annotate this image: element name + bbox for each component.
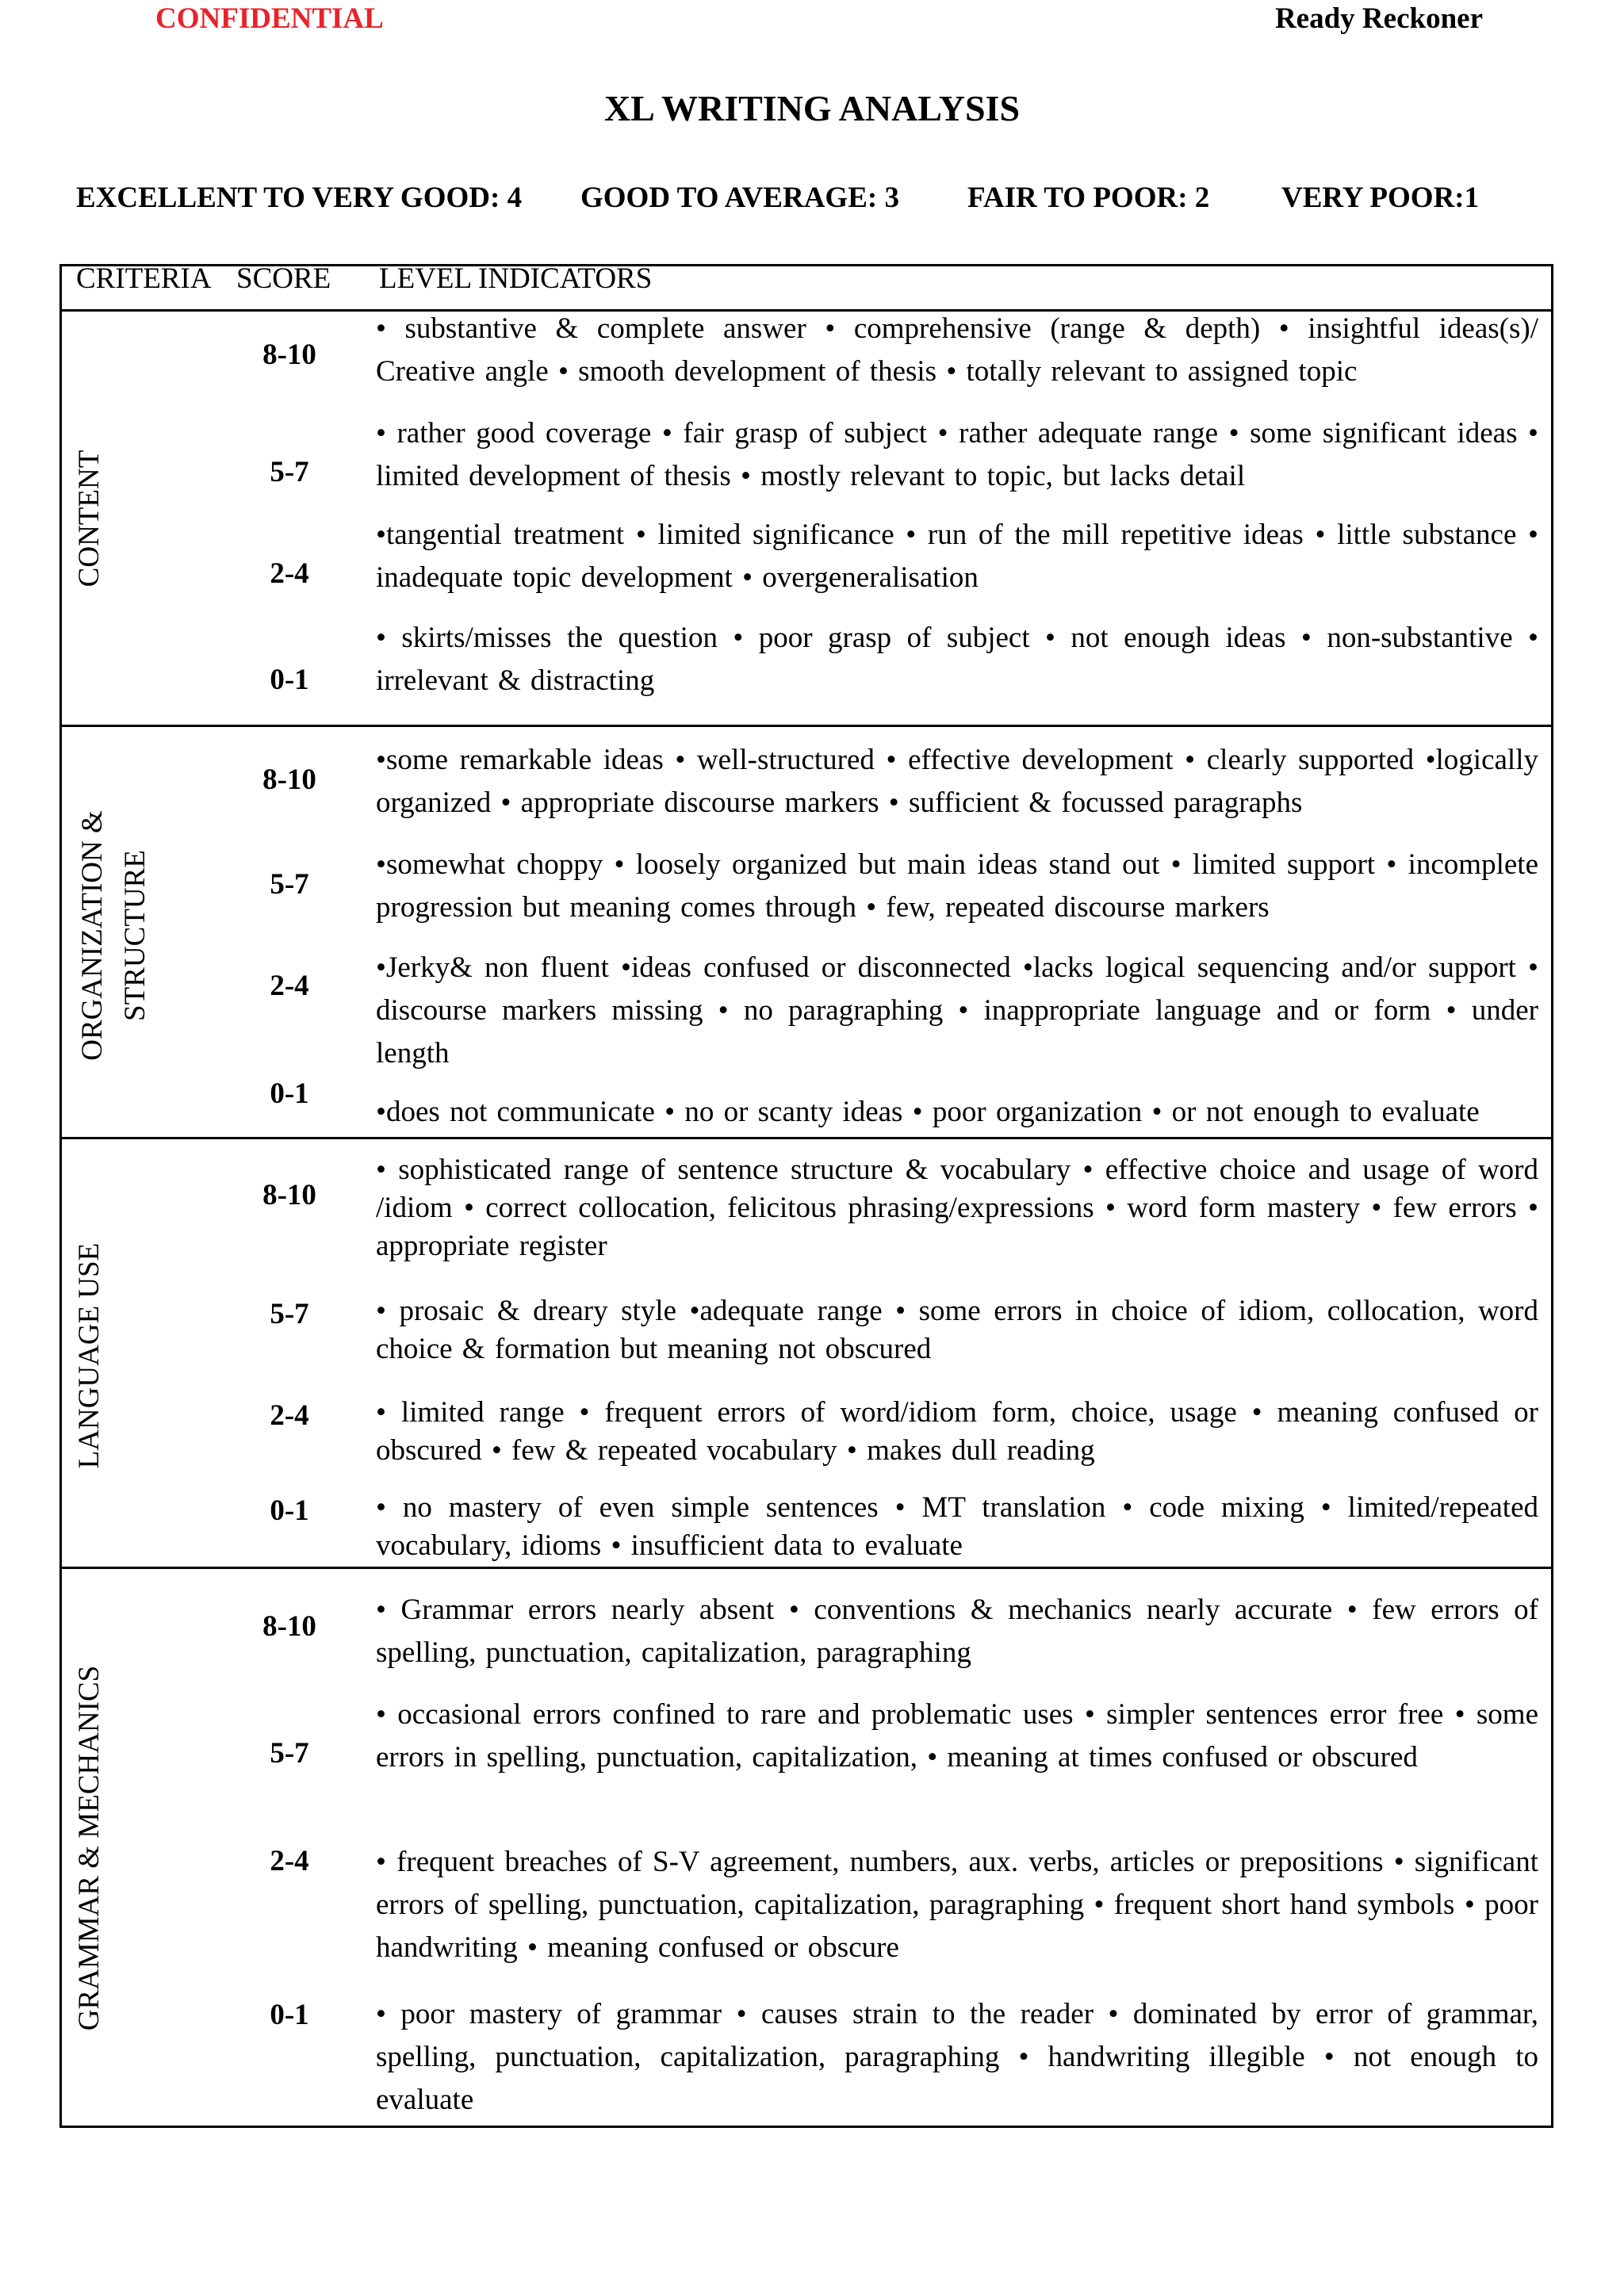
score-language-0-1: 0-1: [270, 1494, 309, 1527]
column-header-criteria: CRITERIA: [76, 262, 212, 295]
indicator-organization-5-7: •somewhat choppy • loosely organized but main ideas stand out • limited support • incomplete progression but meaning comes through • few, repeated discourse markers: [376, 848, 1538, 924]
score-language-5-7: 5-7: [270, 1298, 309, 1330]
scale-very-poor: VERY POOR:1: [1281, 182, 1480, 214]
section-divider: [59, 725, 1553, 727]
score-content-0-1: 0-1: [270, 664, 309, 696]
score-grammar-0-1: 0-1: [270, 1999, 309, 2031]
indicator-organization-0-1: •does not communicate • no or scanty ideas • poor organization • or not enough to evaluate: [376, 1096, 1480, 1128]
section-label-grammar: GRAMMAR & MECHANICS: [73, 1665, 105, 2031]
indicator-grammar-5-7: • occasional errors confined to rare and problematic uses • simpler sentences error free • some errors in spelling, punctuation, capitalization, • meaning at times confused or obscured: [376, 1698, 1538, 1774]
indicator-organization-2-4: •Jerky& non fluent •ideas confused or disconnected •lacks logical sequencing and/or support • discourse markers missing • no paragraphing • inappropriate language and or form • under length: [376, 951, 1538, 1070]
section-divider: [59, 1137, 1553, 1139]
confidential-label: CONFIDENTIAL: [155, 2, 384, 35]
indicator-language-8-10: • sophisticated range of sentence structure & vocabulary • effective choice and usage of word /idiom • correct collocation, felicitous phrasing/expressions • word form mastery • few errors • appropriate register: [376, 1154, 1538, 1262]
column-header-score: SCORE: [236, 262, 331, 295]
score-organization-2-4: 2-4: [270, 970, 309, 1002]
indicator-grammar-8-10: • Grammar errors nearly absent • conventions & mechanics nearly accurate • few errors of spelling, punctuation, capitalization, paragraphing: [376, 1594, 1538, 1669]
indicator-grammar-2-4: • frequent breaches of S-V agreement, numbers, aux. verbs, articles or prepositions • significant errors of spelling, punctuation, capitalization, paragraphing • frequent short hand symbols • poor handwriting • meaning confused or obscure: [376, 1846, 1538, 1964]
score-grammar-8-10: 8-10: [262, 1610, 316, 1643]
score-language-8-10: 8-10: [262, 1179, 316, 1211]
score-content-5-7: 5-7: [270, 456, 309, 488]
scale-excellent: EXCELLENT TO VERY GOOD: 4: [76, 182, 523, 214]
score-content-2-4: 2-4: [270, 557, 309, 590]
indicator-content-0-1: • skirts/misses the question • poor grasp of subject • not enough ideas • non-substantive • irrelevant & distracting: [376, 622, 1538, 697]
ready-reckoner-label: Ready Reckoner: [1274, 2, 1483, 35]
indicator-language-0-1: • no mastery of even simple sentences • MT translation • code mixing • limited/repeated vocabulary, idioms • insufficient data to evaluate: [376, 1491, 1538, 1562]
indicator-organization-8-10: •some remarkable ideas • well-structured • effective development • clearly supported •logically organized • appropriate discourse markers • sufficient & focussed paragraphs: [376, 744, 1538, 819]
indicator-content-2-4: •tangential treatment • limited significance • run of the mill repetitive ideas • little substance • inadequate topic development • overgeneralisation: [376, 519, 1538, 594]
score-grammar-2-4: 2-4: [270, 1845, 309, 1877]
scale-fair: FAIR TO POOR: 2: [967, 182, 1210, 214]
score-organization-8-10: 8-10: [262, 763, 316, 796]
indicator-language-5-7: • prosaic & dreary style •adequate range • some errors in choice of idiom, collocation, word choice & formation but meaning not obscured: [376, 1295, 1538, 1365]
section-divider: [59, 1567, 1553, 1569]
scale-good: GOOD TO AVERAGE: 3: [580, 182, 899, 214]
score-content-8-10: 8-10: [262, 339, 316, 371]
section-label-language-use: LANGUAGE USE: [73, 1242, 105, 1469]
section-label-organization: ORGANIZATION &: [76, 810, 109, 1061]
score-organization-0-1: 0-1: [270, 1077, 309, 1110]
indicator-language-2-4: • limited range • frequent errors of word/idiom form, choice, usage • meaning confused or obscured • few & repeated vocabulary • makes dull reading: [376, 1396, 1538, 1467]
column-header-indicators: LEVEL INDICATORS: [379, 262, 653, 295]
indicator-content-8-10: • substantive & complete answer • comprehensive (range & depth) • insightful ideas(s)/ Creative angle • smooth development of thesis • totally relevant to assigned topic: [376, 312, 1538, 388]
score-language-2-4: 2-4: [270, 1399, 309, 1432]
section-label-content: CONTENT: [73, 450, 105, 587]
section-label-structure: STRUCTURE: [119, 850, 151, 1021]
indicator-content-5-7: • rather good coverage • fair grasp of subject • rather adequate range • some significant ideas • limited development of thesis • mostly relevant to topic, but lacks detail: [376, 417, 1538, 492]
indicator-grammar-0-1: • poor mastery of grammar • causes strain to the reader • dominated by error of grammar, spelling, punctuation, capitalization, paragraphing • handwriting illegible • not enough to evaluate: [376, 1998, 1538, 2116]
score-grammar-5-7: 5-7: [270, 1737, 309, 1770]
page-title: XL WRITING ANALYSIS: [603, 88, 1021, 128]
score-organization-5-7: 5-7: [270, 868, 309, 901]
